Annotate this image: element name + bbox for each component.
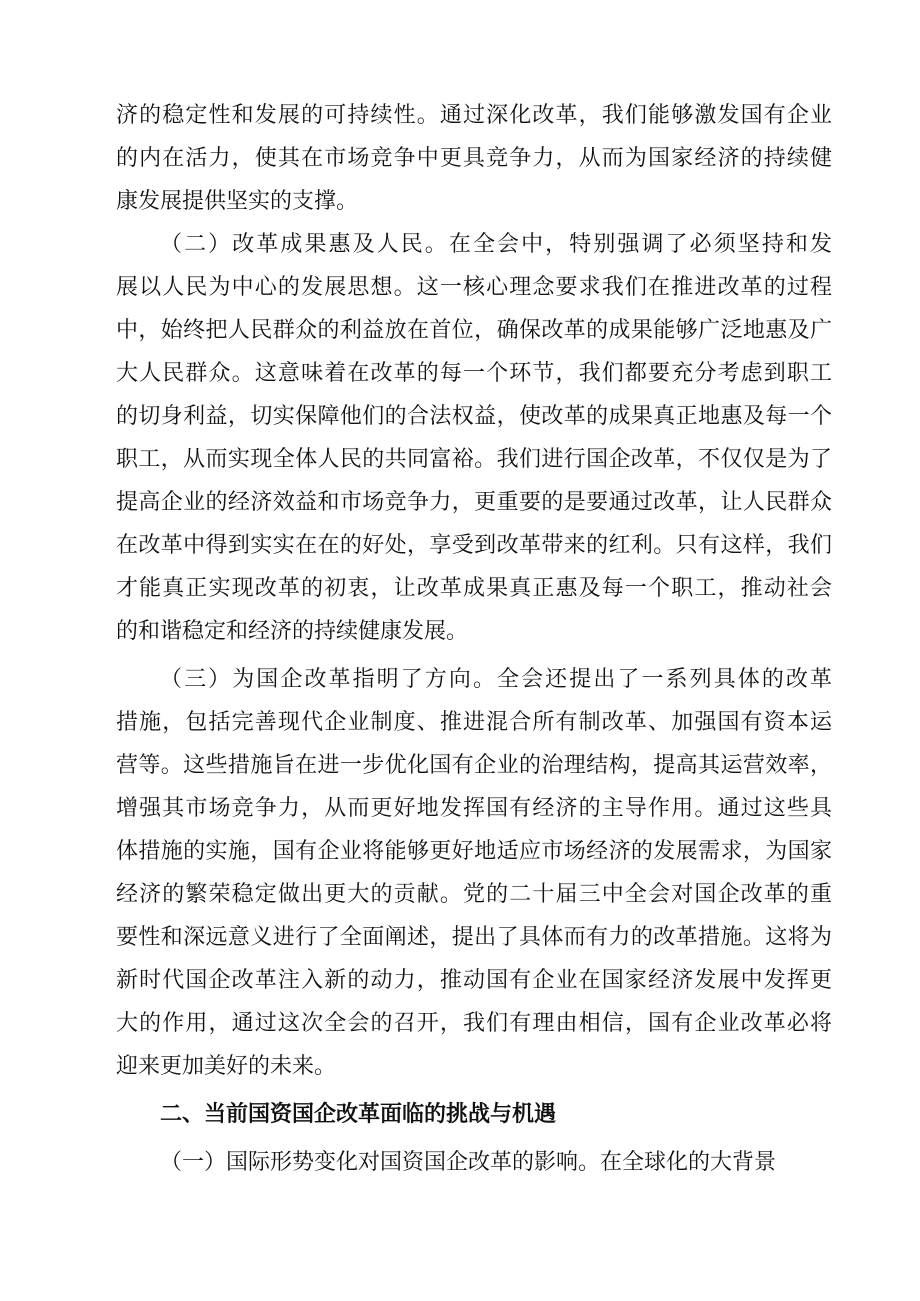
text-line: 营等。这些措施旨在进一步优化国有企业的治理结构，提高其运营效率， [116, 753, 832, 778]
text-line: 的切身利益，切实保障他们的合法权益，使改革的成果真正地惠及每一个 [116, 404, 832, 429]
text-line: 体措施的实施，国有企业将能够更好地适应市场经济的发展需求，为国家 [116, 839, 832, 864]
text-line: 职工，从而实现全体人民的共同富裕。我们进行国企改革，不仅仅是为了 [116, 447, 832, 472]
text-line: 经济的繁荣稳定做出更大的贡献。党的二十届三中全会对国企改革的重 [116, 882, 832, 907]
text-line: 措施，包括完善现代企业制度、推进混合所有制改革、加强国有资本运 [116, 710, 832, 735]
text-line: 新时代国企改革注入新的动力，推动国有企业在国家经济发展中发挥更 [116, 968, 832, 993]
text-line: 的内在活力，使其在市场竞争中更具竞争力，从而为国家经济的持续健 [116, 146, 832, 171]
paragraph-start-line: （三）为国企改革指明了方向。全会还提出了一系列具体的改革 [160, 667, 832, 692]
text-line: 在改革中得到实实在在的好处，享受到改革带来的红利。只有这样，我们 [116, 533, 832, 558]
text-line: 才能真正实现改革的初衷，让改革成果真正惠及每一个职工，推动社会 [116, 576, 832, 601]
text-line: 大的作用，通过这次全会的召开，我们有理由相信，国有企业改革必将 [116, 1011, 832, 1036]
text-line: 的和谐稳定和经济的持续健康发展。 [116, 619, 469, 644]
text-line: 济的稳定性和发展的可持续性。通过深化改革，我们能够激发国有企业 [116, 103, 832, 128]
section-heading: 二、当前国资国企改革面临的挑战与机遇 [160, 1102, 557, 1127]
text-line: 提高企业的经济效益和市场竞争力，更重要的是要通过改革，让人民群众 [116, 490, 832, 515]
text-line: 迎来更加美好的未来。 [116, 1054, 337, 1079]
text-line: 大人民群众。这意味着在改革的每一个环节，我们都要充分考虑到职工 [116, 361, 832, 386]
text-line: 增强其市场竞争力，从而更好地发挥国有经济的主导作用。通过这些具 [116, 796, 832, 821]
paragraph-start-line: （二）改革成果惠及人民。在全会中，特别强调了必须坚持和发 [160, 232, 832, 257]
text-line: 展以人民为中心的发展思想。这一核心理念要求我们在推进改革的过程 [116, 275, 832, 300]
text-line: 要性和深远意义进行了全面阐述，提出了具体而有力的改革措施。这将为 [116, 925, 832, 950]
paragraph-start-line: （一）国际形势变化对国资国企改革的影响。在全球化的大背景 [160, 1150, 777, 1175]
text-line: 康发展提供坚实的支撑。 [116, 189, 359, 214]
text-line: 中，始终把人民群众的利益放在首位，确保改革的成果能够广泛地惠及广 [116, 318, 832, 343]
